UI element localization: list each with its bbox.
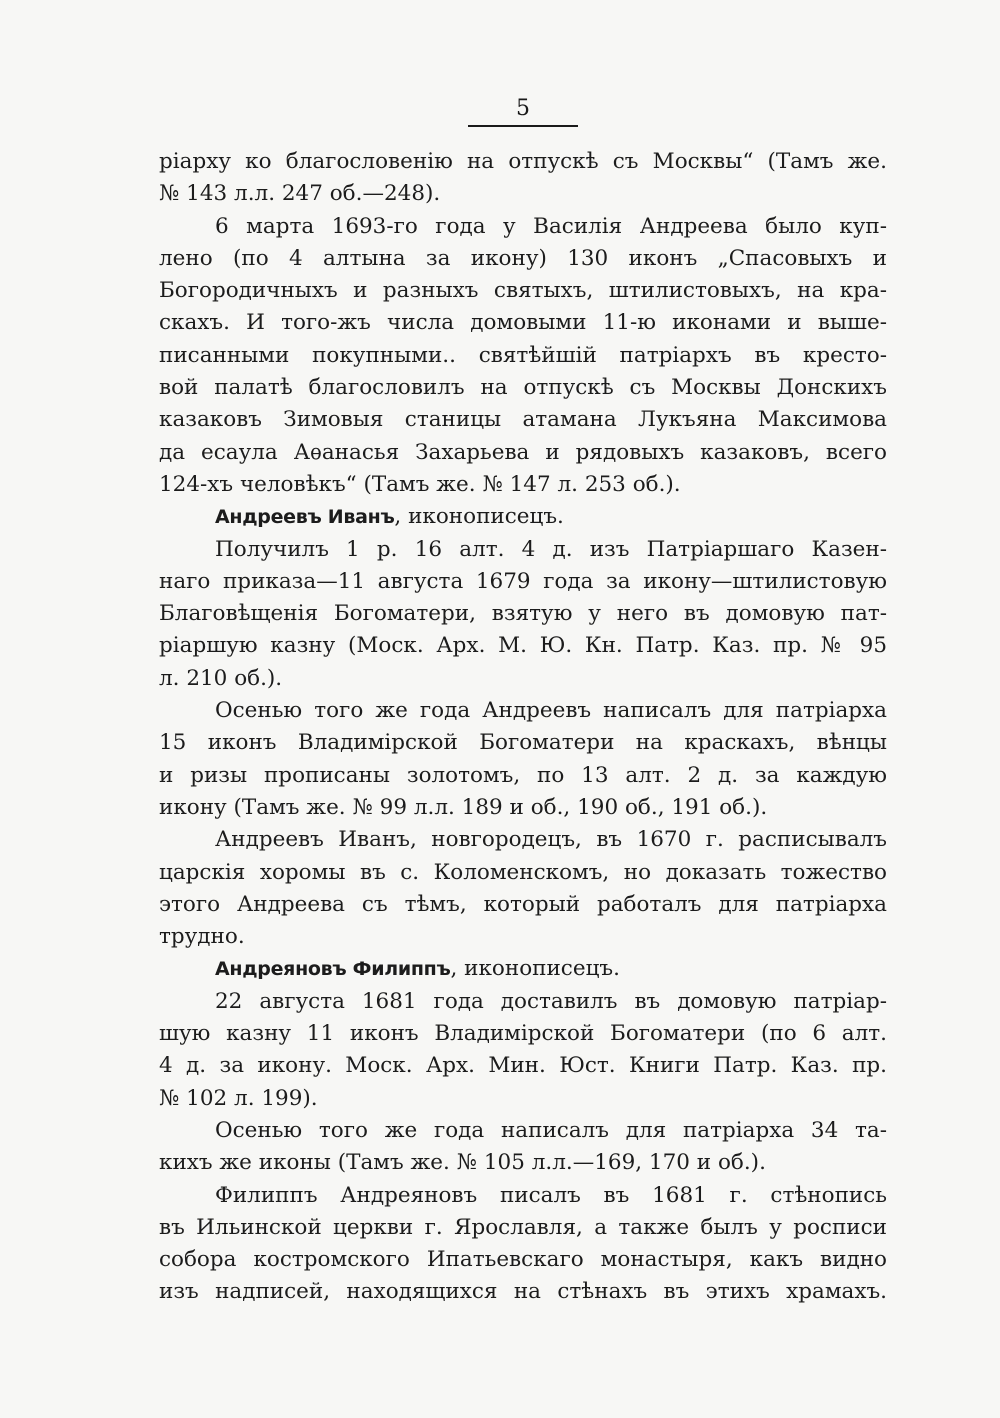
text-line: этого Андреева съ тѣмъ, который работалъ для патріарха <box>159 891 887 917</box>
page-number: 5 <box>516 96 530 121</box>
text-line: въ Ильинской церкви г. Ярославля, а также былъ у росписи <box>159 1214 887 1240</box>
entry-role: , иконописецъ. <box>394 504 564 530</box>
text-line: ріаршую казну (Моск. Арх. М. Ю. Кн. Патр. Каз. пр. № 95 <box>159 633 887 659</box>
text-line: писанными покупными.. святѣйшій патріархъ въ кресто- <box>159 342 887 368</box>
text-line: 15 иконъ Владимірской Богоматери на краскахъ, вѣнцы <box>159 730 887 756</box>
text-line: изъ надписей, находящихся на стѣнахъ въ этихъ храмахъ. <box>159 1279 887 1305</box>
text-line: лено (по 4 алтына за икону) 130 иконъ „Спасовыхъ и <box>159 245 887 271</box>
text-line: трудно. <box>159 924 245 950</box>
entry-name: Андреяновъ Филиппъ <box>215 958 451 981</box>
paragraph-first-line: 22 августа 1681 года доставилъ въ домовую патріар- <box>215 988 887 1014</box>
paragraph-first-line: Филиппъ Андреяновъ писалъ въ 1681 г. стѣнопись <box>215 1182 887 1208</box>
entry-heading-line <box>159 501 887 533</box>
text-line: казаковъ Зимовыя станицы атамана Лукъяна Максимова <box>159 407 887 433</box>
entry-name: Андреевъ Иванъ <box>215 506 395 529</box>
text-line: собора костромского Ипатьевскаго монастыря, какъ видно <box>159 1247 887 1273</box>
text-line: л. 210 об.). <box>159 665 283 691</box>
text-line: Богородичныхъ и разныхъ святыхъ, штилистовыхъ, на кра- <box>159 278 887 304</box>
text-line: наго приказа—11 августа 1679 года за икону—штилистовую <box>159 568 887 594</box>
text-line: 124-хъ человѣкъ“ (Тамъ же. № 147 л. 253 об.). <box>159 471 681 497</box>
text-line: царскія хоромы въ с. Коломенскомъ, но доказать тожество <box>159 859 887 885</box>
text-line: № 143 л.л. 247 об.—248). <box>159 181 441 207</box>
text-line: вой палатѣ благословилъ на отпускѣ съ Москвы Донскихъ <box>159 375 887 401</box>
text-line: ріарху ко благословенію на отпускѣ съ Москвы“ (Тамъ же. <box>159 149 887 174</box>
paragraph-first-line: Осенью того же года написалъ для патріарха 34 та- <box>215 1117 887 1143</box>
text-line: шую казну 11 иконъ Владимірской Богоматери (по 6 алт. <box>159 1021 887 1047</box>
text-line: Благовѣщенія Богоматери, взятую у него въ домовую пат- <box>159 601 887 627</box>
body-text <box>159 146 887 1309</box>
text-line: скахъ. И того-жъ числа домовыми 11-ю иконами и выше- <box>159 310 887 336</box>
text-line: и ризы прописаны золотомъ, по 13 алт. 2 д. за каждую <box>159 762 887 788</box>
entry-heading-line <box>159 953 887 985</box>
paragraph-first-line: Осенью того же года Андреевъ написалъ для патріарха <box>215 698 887 724</box>
text-line: № 102 л. 199). <box>159 1085 318 1111</box>
text-line: икону (Тамъ же. № 99 л.л. 189 и об., 190 об., 191 об.). <box>159 794 768 820</box>
paragraph-first-line: Получилъ 1 р. 16 алт. 4 д. изъ Патріаршаго Казен- <box>215 536 887 562</box>
text-line: 4 д. за икону. Моск. Арх. Мин. Юст. Книги Патр. Каз. пр. <box>159 1053 887 1079</box>
paragraph-first-line: 6 марта 1693-го года у Василія Андреева было куп- <box>215 213 887 239</box>
paragraph-first-line: Андреевъ Иванъ, новгородецъ, въ 1670 г. расписывалъ <box>215 827 887 853</box>
page-number-rule <box>468 125 578 127</box>
text-line: кихъ же иконы (Тамъ же. № 105 л.л.—169, 170 и об.). <box>159 1150 766 1176</box>
text-line: да есаула Аѳанасья Захарьева и рядовыхъ казаковъ, всего <box>159 439 887 465</box>
entry-role: , иконописецъ. <box>450 956 620 982</box>
